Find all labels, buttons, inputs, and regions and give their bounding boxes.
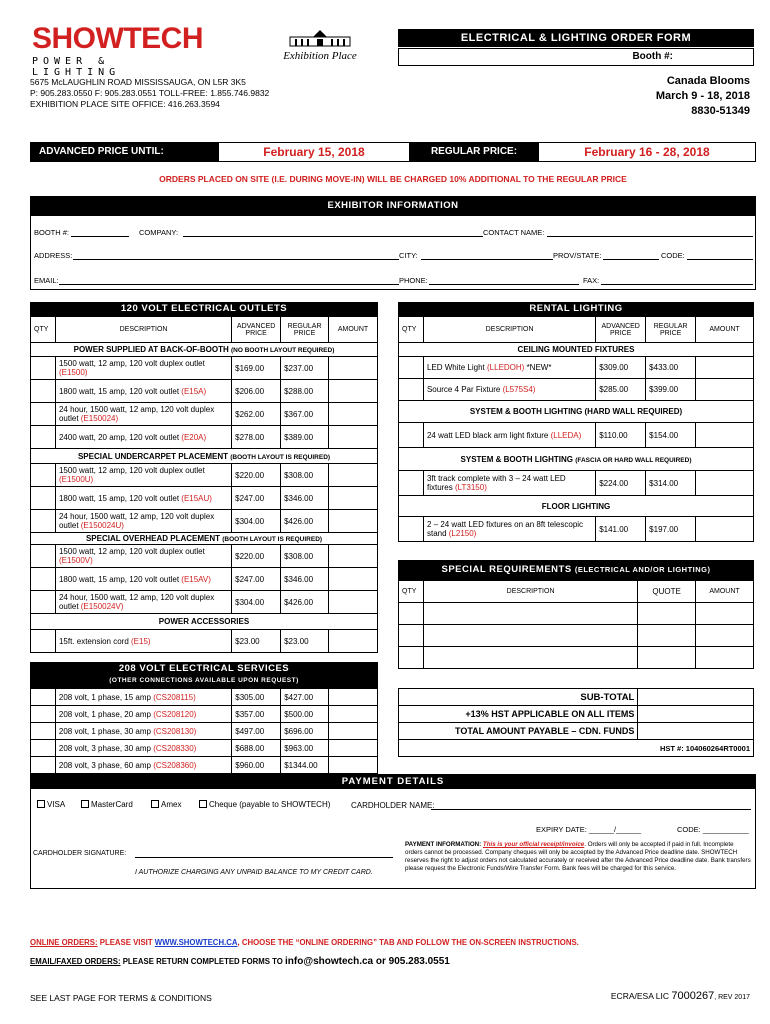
company-input-line (183, 236, 483, 237)
signature-field[interactable]: CARDHOLDER SIGNATURE: (33, 850, 127, 857)
item-description: 2 – 24 watt LED fixtures on an 8ft telescopic stand (L2150) (423, 517, 595, 542)
amount-cell[interactable] (696, 625, 754, 647)
item-row (31, 723, 378, 740)
item-row (31, 487, 378, 510)
advanced-price: $688.00 (232, 740, 281, 757)
amount-cell[interactable] (329, 740, 378, 757)
advanced-price-date: February 15, 2018 (263, 145, 365, 159)
amount-cell[interactable] (329, 630, 378, 653)
form-title-bar (398, 29, 754, 47)
advanced-price: $247.00 (232, 568, 281, 591)
amount-cell[interactable] (329, 403, 378, 426)
item-description: 2400 watt, 20 amp, 120 volt outlet (E20A) (55, 426, 231, 449)
checkbox-icon (151, 800, 159, 808)
product-code: (E20A) (181, 432, 207, 442)
section-undercarpet: SPECIAL UNDERCARPET PLACEMENT (BOOTH LAYOUT IS REQUIRED) (31, 449, 378, 464)
col-description: DESCRIPTION (423, 581, 637, 603)
email-field[interactable]: EMAIL: (34, 276, 59, 285)
qty-cell[interactable] (399, 517, 424, 542)
checkbox-icon (37, 800, 45, 808)
product-code: (L575S4) (502, 385, 536, 394)
col-description: DESCRIPTION (423, 317, 595, 343)
product-code: (CS208120) (153, 709, 197, 719)
regular-price: $500.00 (281, 706, 329, 723)
lighting-table (398, 316, 754, 542)
item-description: 1500 watt, 12 amp, 120 volt duplex outlet (E1500U) (55, 464, 231, 487)
amount-cell[interactable] (329, 380, 378, 403)
company-address (30, 77, 269, 110)
website-link[interactable]: WWW.SHOWTECH.CA (154, 938, 238, 947)
venue-name: Exhibition Place (283, 50, 357, 62)
services208-title (30, 662, 378, 688)
subtotal-label: SUB-TOTAL (399, 689, 638, 706)
item-row (31, 426, 378, 449)
advanced-price: $23.00 (232, 630, 281, 653)
item-description: 208 volt, 3 phase, 60 amp (CS208360) (55, 757, 231, 774)
advanced-price: $497.00 (232, 723, 281, 740)
item-row (31, 706, 378, 723)
item-row (399, 423, 754, 448)
checkbox-icon (81, 800, 89, 808)
fax-input-line (601, 284, 753, 285)
advanced-price: $169.00 (232, 357, 281, 380)
item-row (399, 379, 754, 401)
item-description: 24 hour, 1500 watt, 12 amp, 120 volt duplex outlet (E150024U) (55, 510, 231, 533)
ceiling-rows (399, 357, 754, 401)
item-row (399, 471, 754, 496)
qty-cell[interactable] (399, 423, 424, 448)
item-description: 24 hour, 1500 watt, 12 amp, 120 volt duplex outlet (E150024V) (55, 591, 231, 614)
regular-price: $237.00 (281, 357, 329, 380)
product-code: (E15) (131, 636, 151, 646)
desc-cell[interactable] (423, 647, 637, 669)
advanced-price: $960.00 (232, 757, 281, 774)
booth-field[interactable]: BOOTH #: (34, 228, 70, 237)
advanced-price: $224.00 (596, 471, 646, 496)
item-description: 208 volt, 1 phase, 20 amp (CS208120) (55, 706, 231, 723)
booth-label: Booth #: (632, 51, 673, 62)
qty-cell[interactable] (31, 487, 56, 510)
regular-price: $346.00 (281, 487, 329, 510)
product-code: (CS208330) (153, 743, 197, 753)
amount-cell[interactable] (696, 603, 754, 625)
hard-wall-rows (399, 423, 754, 448)
regular-price: $433.00 (646, 357, 696, 379)
item-row (399, 517, 754, 542)
product-code: (E150024U) (80, 521, 124, 530)
col-regular-price: REGULAR PRICE (646, 317, 696, 343)
hst-number: HST #: 104060264RT0001 (399, 740, 754, 757)
total-value[interactable] (638, 723, 754, 740)
advanced-price: $220.00 (232, 545, 281, 568)
total-label: TOTAL AMOUNT PAYABLE – CDN. FUNDS (399, 723, 638, 740)
advanced-price: $220.00 (232, 464, 281, 487)
section-fascia-lighting: SYSTEM & BOOTH LIGHTING (FASCIA OR HARD WALL REQUIRED) (399, 448, 754, 471)
qty-cell[interactable] (399, 647, 424, 669)
payment-title: PAYMENT DETAILS (30, 774, 756, 789)
item-row (31, 464, 378, 487)
totals-table (398, 688, 754, 757)
col-amount: AMOUNT (696, 317, 754, 343)
qty-cell[interactable] (399, 357, 424, 379)
event-dates: March 9 - 18, 2018 (655, 90, 750, 102)
product-code: (LLEDA) (550, 430, 582, 440)
cardholder-name-line (431, 809, 751, 810)
outlets-title: 120 VOLT ELECTRICAL OUTLETS (30, 302, 378, 316)
item-description: 208 volt, 3 phase, 30 amp (CS208330) (55, 740, 231, 757)
undercarpet-rows (31, 464, 378, 533)
advanced-price: $304.00 (232, 591, 281, 614)
subtotal-value[interactable] (638, 689, 754, 706)
regular-price: $427.00 (281, 689, 329, 706)
product-code: (E1500V) (58, 556, 93, 565)
address-field[interactable]: ADDRESS: (34, 251, 73, 260)
qty-cell[interactable] (399, 471, 424, 496)
contact-info[interactable]: info@showtech.ca or 905.283.0551 (285, 956, 450, 967)
section-back-of-booth: POWER SUPPLIED AT BACK-OF-BOOTH (NO BOOTH LAYOUT REQUIRED) (31, 343, 378, 357)
mastercard-checkbox[interactable]: MasterCard (81, 800, 133, 809)
section-floor-lighting: FLOOR LIGHTING (399, 496, 754, 517)
item-row (31, 689, 378, 706)
amount-cell[interactable] (329, 510, 378, 533)
qty-cell[interactable] (399, 603, 424, 625)
section-power-accessories: POWER ACCESSORIES (31, 614, 378, 630)
product-code: (E15AU) (181, 493, 212, 503)
regular-price: $426.00 (281, 510, 329, 533)
qty-cell[interactable] (31, 510, 56, 533)
regular-price: $399.00 (646, 379, 696, 401)
item-row (31, 630, 378, 653)
fax-field[interactable]: FAX: (583, 276, 600, 285)
qty-cell[interactable] (31, 630, 56, 653)
qty-cell[interactable] (31, 689, 56, 706)
item-description: 208 volt, 1 phase, 15 amp (CS208115) (55, 689, 231, 706)
site-office-line: EXHIBITION PLACE SITE OFFICE: 416.263.3594 (30, 99, 220, 109)
qty-cell[interactable] (31, 757, 56, 774)
advanced-price: $309.00 (596, 357, 646, 379)
col-description: DESCRIPTION (55, 317, 231, 343)
booth-input-line (71, 236, 129, 237)
desc-cell[interactable] (423, 603, 637, 625)
qty-cell[interactable] (31, 591, 56, 614)
qty-cell[interactable] (31, 568, 56, 591)
onsite-note: ORDERS PLACED ON SITE (I.E. DURING MOVE-IN) WILL BE CHARGED 10% ADDITIONAL TO THE REGULAR PRICE (159, 174, 627, 184)
accessory-rows (31, 630, 378, 653)
postal-code-input-line (687, 259, 753, 260)
checkbox-icon (199, 800, 207, 808)
payment-section (30, 789, 756, 889)
item-description: 1500 watt, 12 amp, 120 volt duplex outlet (E1500) (55, 357, 231, 380)
services208-rows (31, 689, 378, 774)
amount-cell[interactable] (696, 471, 754, 496)
amount-cell[interactable] (696, 647, 754, 669)
qty-cell[interactable] (31, 545, 56, 568)
item-row (31, 757, 378, 774)
amount-cell[interactable] (329, 568, 378, 591)
item-description: Source 4 Par Fixture (L575S4) (423, 379, 595, 401)
col-qty: QTY (399, 581, 424, 603)
product-code: (E15A) (181, 386, 207, 396)
special-requirements-title: SPECIAL REQUIREMENTS (ELECTRICAL AND/OR LIGHTING) (398, 560, 754, 580)
col-regular-price: REGULAR PRICE (281, 317, 329, 343)
contact-input-line (547, 236, 753, 237)
section-ceiling-fixtures: CEILING MOUNTED FIXTURES (399, 343, 754, 357)
item-description: 3ft track complete with 3 – 24 watt LED fixtures (LT3150) (423, 471, 595, 496)
city-input-line (421, 259, 553, 260)
form-title: ELECTRICAL & LIGHTING ORDER FORM (460, 32, 692, 44)
prov-field[interactable]: PROV/STATE: (553, 251, 602, 260)
regular-price: $1344.00 (281, 757, 329, 774)
amount-cell[interactable] (696, 379, 754, 401)
amount-cell[interactable] (329, 689, 378, 706)
regular-price: $346.00 (281, 568, 329, 591)
col-advanced-price: ADVANCED PRICE (232, 317, 281, 343)
qty-cell[interactable] (31, 426, 56, 449)
advanced-price: $305.00 (232, 689, 281, 706)
amount-cell[interactable] (329, 757, 378, 774)
item-description: 1800 watt, 15 amp, 120 volt outlet (E15AV) (55, 568, 231, 591)
quote-cell[interactable] (638, 625, 696, 647)
phone-line: P: 905.283.0550 F: 905.283.0551 TOLL-FREE: 1.855.746.9832 (30, 88, 270, 98)
lighting-title: RENTAL LIGHTING (398, 302, 754, 316)
qty-cell[interactable] (31, 357, 56, 380)
col-advanced-price: ADVANCED PRICE (596, 317, 646, 343)
product-code: (E150024) (80, 414, 119, 423)
advanced-price: $206.00 (232, 380, 281, 403)
floor-rows (399, 517, 754, 542)
col-amount: AMOUNT (329, 317, 378, 343)
item-row (31, 545, 378, 568)
product-code: (E150024V) (80, 602, 124, 611)
regular-price: $426.00 (281, 591, 329, 614)
amex-checkbox[interactable]: Amex (151, 800, 181, 809)
regular-price: $389.00 (281, 426, 329, 449)
signature-line (135, 857, 393, 858)
advanced-price: $285.00 (596, 379, 646, 401)
amount-cell[interactable] (329, 426, 378, 449)
booth-number-field[interactable] (398, 48, 754, 66)
amount-cell[interactable] (329, 464, 378, 487)
visa-checkbox[interactable]: VISA (37, 800, 65, 809)
qty-cell[interactable] (31, 380, 56, 403)
product-code: (CS208130) (153, 726, 197, 736)
logo-brand: SHOWTECH (32, 22, 203, 55)
item-row (399, 357, 754, 379)
qty-cell[interactable] (31, 403, 56, 426)
amount-cell[interactable] (329, 357, 378, 380)
regular-price: $696.00 (281, 723, 329, 740)
advanced-price: $141.00 (596, 517, 646, 542)
regular-price: $288.00 (281, 380, 329, 403)
phone-input-line (429, 284, 579, 285)
regular-price: $308.00 (281, 464, 329, 487)
exhibitor-info-title: EXHIBITOR INFORMATION (30, 196, 756, 216)
license-info: ECRA/ESA LIC 7000267, REV 2017 (610, 990, 750, 1002)
item-row (31, 568, 378, 591)
company-field[interactable]: COMPANY: (139, 228, 179, 237)
payment-info: PAYMENT INFORMATION: This is your official receipt/invoice. Orders will only be accepted if paid in full. Incomplete orders cannot be processed. Company cheques will only be accepted by the Advanced Price deadline date. SHOWTECH reserves the right to adjust orders not calculated accurately or received after the Advanced Price deadline date. Bank transfers please request the Electronic Funds/Wire Transfer Form. Bank fees will be charged for this service. (405, 841, 751, 872)
amount-cell[interactable] (696, 517, 754, 542)
back-of-booth-rows (31, 357, 378, 449)
section-hard-wall-lighting: SYSTEM & BOOTH LIGHTING (HARD WALL REQUIRED) (399, 401, 754, 423)
item-description: 208 volt, 1 phase, 30 amp (CS208130) (55, 723, 231, 740)
online-orders-line: ONLINE ORDERS: PLEASE VISIT WWW.SHOWTECH.CA, CHOOSE THE “ONLINE ORDERING” TAB AND FOLLOW THE ON-SCREEN INSTRUCTIONS. (30, 938, 579, 947)
exhibition-place-logo (278, 28, 362, 62)
advanced-price: $262.00 (232, 403, 281, 426)
product-code: (E1500) (58, 368, 88, 377)
event-number: 8830-51349 (691, 105, 750, 117)
advanced-price-label: ADVANCED PRICE UNTIL: (31, 143, 219, 161)
advanced-price: $247.00 (232, 487, 281, 510)
expiry-field[interactable]: EXPIRY DATE: ______/______ (536, 825, 642, 834)
item-row (31, 591, 378, 614)
city-field[interactable]: CITY: (399, 251, 418, 260)
regular-price: $367.00 (281, 403, 329, 426)
regular-price-label: REGULAR PRICE: (409, 143, 539, 161)
advanced-price: $357.00 (232, 706, 281, 723)
regular-price-dates: February 16 - 28, 2018 (584, 145, 710, 159)
services208-heading: 208 VOLT ELECTRICAL SERVICES (118, 663, 290, 674)
section-overhead: SPECIAL OVERHEAD PLACEMENT (BOOTH LAYOUT IS REQUIRED) (31, 533, 378, 545)
postal-code-field[interactable]: CODE: (661, 251, 685, 260)
contact-field[interactable]: CONTACT NAME: (483, 228, 545, 237)
regular-price: $308.00 (281, 545, 329, 568)
outlets-table (30, 316, 378, 653)
showtech-logo (32, 24, 202, 78)
advanced-price: $278.00 (232, 426, 281, 449)
product-code: (E1500U) (58, 475, 94, 484)
amount-cell[interactable] (696, 357, 754, 379)
col-quote: QUOTE (638, 581, 696, 603)
amount-cell[interactable] (329, 545, 378, 568)
building-icon (285, 28, 355, 48)
card-code-field[interactable]: CODE: ___________ (677, 825, 749, 834)
overhead-rows (31, 545, 378, 614)
product-code: (CS208360) (153, 760, 197, 770)
item-description: 1800 watt, 15 amp, 120 volt outlet (E15AU) (55, 487, 231, 510)
amount-cell[interactable] (329, 591, 378, 614)
item-row (31, 510, 378, 533)
special-requirements-table (398, 580, 754, 669)
quote-cell[interactable] (638, 647, 696, 669)
terms-note: SEE LAST PAGE FOR TERMS & CONDITIONS (30, 993, 212, 1003)
regular-price: $963.00 (281, 740, 329, 757)
hst-label: +13% HST APPLICABLE ON ALL ITEMS (399, 706, 638, 723)
regular-price: $314.00 (646, 471, 696, 496)
regular-price: $197.00 (646, 517, 696, 542)
exhibitor-form (30, 216, 756, 290)
col-qty: QTY (31, 317, 56, 343)
item-description: 1800 watt, 15 amp, 120 volt outlet (E15A) (55, 380, 231, 403)
product-code: (L2150) (448, 529, 477, 538)
amount-cell[interactable] (329, 487, 378, 510)
item-row (31, 357, 378, 380)
hst-value[interactable] (638, 706, 754, 723)
event-info (656, 74, 750, 119)
services208-subheading: (OTHER CONNECTIONS AVAILABLE UPON REQUEST) (109, 677, 299, 684)
item-row (31, 740, 378, 757)
item-description: 1500 watt, 12 amp, 120 volt duplex outlet (E1500V) (55, 545, 231, 568)
item-description: LED White Light (LLEDOH) *NEW* (423, 357, 595, 379)
regular-price: $154.00 (646, 423, 696, 448)
event-name: Canada Blooms (666, 75, 750, 87)
fascia-rows (399, 471, 754, 496)
qty-cell[interactable] (31, 706, 56, 723)
services208-table (30, 688, 378, 774)
logo-tagline: POWER & LIGHTING (32, 56, 121, 78)
item-description: 24 hour, 1500 watt, 12 amp, 120 volt duplex outlet (E150024) (55, 403, 231, 426)
prov-input-line (603, 259, 659, 260)
qty-cell[interactable] (31, 740, 56, 757)
product-code: (E15AV) (181, 574, 211, 584)
email-orders-line: EMAIL/FAXED ORDERS: PLEASE RETURN COMPLETED FORMS TO info@showtech.ca or 905.283.0551 (30, 956, 450, 967)
cardholder-name-field[interactable]: CARDHOLDER NAME: (351, 801, 435, 810)
qty-cell[interactable] (399, 379, 424, 401)
col-qty: QTY (399, 317, 424, 343)
amount-cell[interactable] (329, 723, 378, 740)
qty-cell[interactable] (31, 723, 56, 740)
address-input-line (73, 259, 399, 260)
price-bar (30, 142, 756, 162)
authorize-text: I AUTHORIZE CHARGING ANY UNPAID BALANCE TO MY CREDIT CARD. (135, 869, 373, 876)
qty-cell[interactable] (399, 625, 424, 647)
item-row (31, 403, 378, 426)
email-input-line (59, 284, 399, 285)
item-description: 15ft. extension cord (E15) (55, 630, 231, 653)
desc-cell[interactable] (423, 625, 637, 647)
quote-cell[interactable] (638, 603, 696, 625)
advanced-price: $304.00 (232, 510, 281, 533)
amount-cell[interactable] (696, 423, 754, 448)
address-line: 5675 McLAUGHLIN ROAD MISSISSAUGA, ON L5R 3K5 (30, 77, 246, 87)
advanced-price: $110.00 (596, 423, 646, 448)
product-code: (LT3150) (454, 483, 487, 492)
qty-cell[interactable] (31, 464, 56, 487)
phone-field[interactable]: PHONE: (399, 276, 428, 285)
cheque-checkbox[interactable]: Cheque (payable to SHOWTECH) (199, 800, 330, 809)
regular-price: $23.00 (281, 630, 329, 653)
col-amount: AMOUNT (696, 581, 754, 603)
amount-cell[interactable] (329, 706, 378, 723)
item-description: 24 watt LED black arm light fixture (LLEDA) (423, 423, 595, 448)
product-code: (CS208115) (153, 692, 196, 702)
item-row (31, 380, 378, 403)
product-code: (LLEDOH) (487, 363, 525, 372)
